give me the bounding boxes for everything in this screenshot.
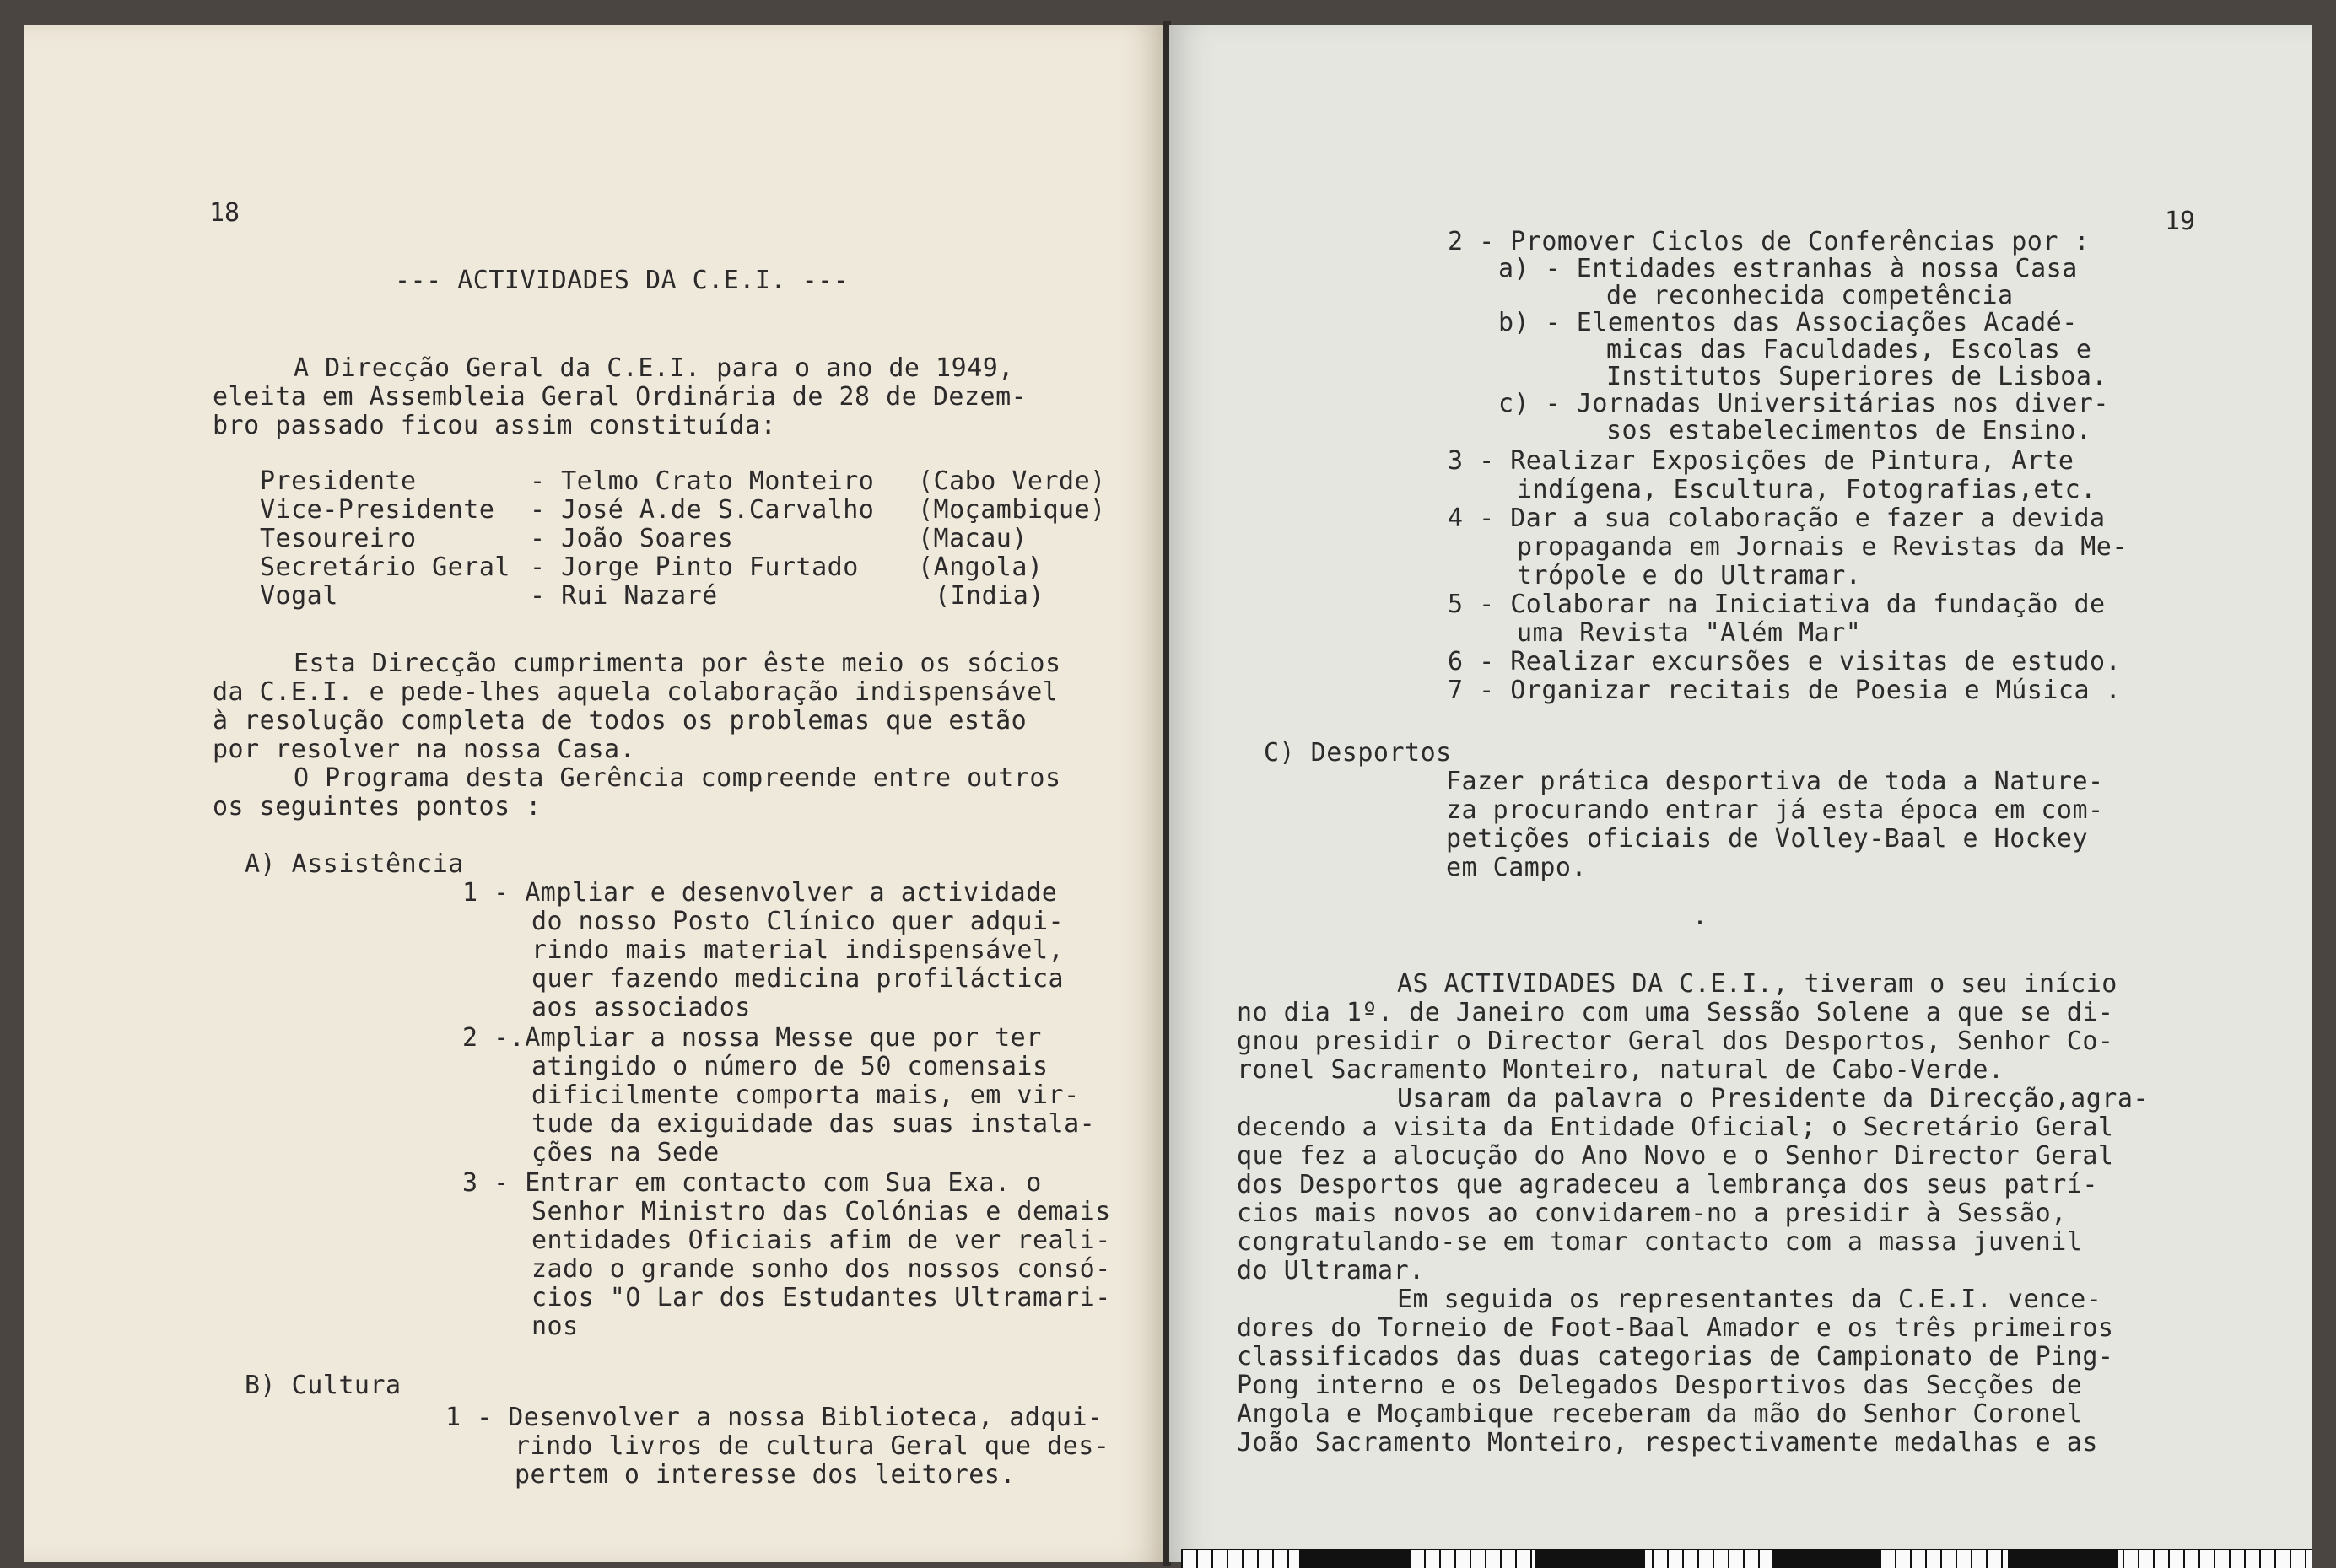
text-line: classificados das duas categorias de Campionato de Ping- — [1237, 1342, 2114, 1371]
board-name: - José A.de S.Carvalho — [530, 495, 875, 525]
text-line: petições oficiais de Volley-Baal e Hockey — [1446, 824, 2089, 854]
section-heading: A) Assistência — [245, 849, 464, 879]
text-line: Em seguida os representantes da C.E.I. vence- — [1397, 1285, 2102, 1314]
text-line: ronel Sacramento Monteiro, natural de Cabo-Verde. — [1237, 1055, 2004, 1085]
item-line: 7 - Organizar recitais de Poesia e Música . — [1448, 676, 2122, 705]
text-line: da C.E.I. e pede-lhes aquela colaboração indispensável — [213, 677, 1059, 707]
ruler-segment — [2008, 1550, 2118, 1568]
item-line: sos estabelecimentos de Ensino. — [1606, 416, 2092, 445]
text-line: por resolver na nossa Casa. — [213, 735, 636, 764]
page-title: --- ACTIVIDADES DA C.E.I. --- — [395, 266, 850, 295]
board-origin: (Macau) — [918, 524, 1028, 553]
text-line: Usaram da palavra o Presidente da Direcção,agra- — [1397, 1084, 2149, 1113]
text-line: A Direcção Geral da C.E.I. para o ano de 1949, — [294, 353, 1014, 383]
item-line: Institutos Superiores de Lisboa. — [1606, 362, 2107, 391]
item-line: uma Revista "Além Mar" — [1517, 618, 1862, 648]
text-line: em Campo. — [1446, 853, 1588, 882]
board-role: Vice-Presidente — [260, 495, 495, 525]
item-line: zado o grande sonho dos nossos consó- — [531, 1254, 1111, 1284]
text-line: do Ultramar. — [1237, 1256, 1425, 1285]
item-line: b) - Elementos das Associações Acadé- — [1498, 308, 2078, 337]
board-role: Presidente — [260, 466, 417, 496]
item-line: 4 - Dar a sua colaboração e fazer a devida — [1448, 504, 2106, 533]
scale-ruler — [1181, 1549, 2312, 1568]
ruler-segment — [1535, 1550, 1645, 1568]
text-line: dores do Torneio de Foot-Baal Amador e os três primeiros — [1237, 1313, 2114, 1343]
item-line: 2 - Promover Ciclos de Conferências por : — [1448, 227, 2091, 256]
item-line: a) - Entidades estranhas à nossa Casa — [1498, 254, 2078, 283]
text-line: Fazer prática desportiva de toda a Nature- — [1446, 767, 2104, 796]
item-line: aos associados — [531, 993, 751, 1022]
board-origin: (Cabo Verde) — [918, 466, 1106, 496]
item-line: cios "O Lar dos Estudantes Ultramari- — [531, 1283, 1111, 1312]
item-line: 3 - Realizar Exposições de Pintura, Arte — [1448, 446, 2074, 476]
item-line: c) - Jornadas Universitárias nos diver- — [1498, 389, 2109, 418]
board-name: - Jorge Pinto Furtado — [530, 552, 859, 582]
board-origin: (Moçambique) — [918, 495, 1106, 525]
item-line: 6 - Realizar excursões e visitas de estudo. — [1448, 647, 2122, 676]
item-line: tude da exiguidade das suas instala- — [531, 1109, 1096, 1139]
board-role: Vogal — [260, 581, 338, 611]
item-line: 2 -.Ampliar a nossa Messe que por ter — [462, 1023, 1042, 1053]
item-line: indígena, Escultura, Fotografias,etc. — [1517, 475, 2096, 504]
item-line: ções na Sede — [531, 1138, 720, 1167]
item-line: Senhor Ministro das Colónias e demais — [531, 1197, 1111, 1226]
text-line: Esta Direcção cumprimenta por êste meio os sócios — [294, 649, 1061, 678]
text-line: no dia 1º. de Janeiro com uma Sessão Solene a que se di- — [1237, 998, 2114, 1027]
separator: . — [1692, 902, 1708, 931]
item-line: 1 - Ampliar e desenvolver a actividade — [462, 878, 1058, 908]
text-line: decendo a visita da Entidade Oficial; o Secretário Geral — [1237, 1113, 2114, 1142]
text-line: João Sacramento Monteiro, respectivamente medalhas e as — [1237, 1428, 2098, 1458]
left-page — [24, 25, 1164, 1562]
text-line: os seguintes pontos : — [213, 792, 542, 822]
board-origin: (Angola) — [918, 552, 1044, 582]
item-line: do nosso Posto Clínico quer adqui- — [531, 907, 1065, 936]
board-role: Secretário Geral — [260, 552, 510, 582]
text-line: congratulando-se em tomar contacto com a massa juvenil — [1237, 1227, 2083, 1257]
section-heading: B) Cultura — [245, 1371, 402, 1400]
item-line: entidades Oficiais afim de ver reali- — [531, 1226, 1111, 1255]
text-line: O Programa desta Gerência compreende entre outros — [294, 763, 1061, 793]
item-line: nos — [531, 1312, 579, 1341]
page-number: 18 — [209, 198, 240, 228]
text-line: que fez a alocução do Ano Novo e o Senhor Director Geral — [1237, 1141, 2114, 1171]
text-line: cios mais novos ao convidarem-no a presidir à Sessão, — [1237, 1199, 2067, 1228]
board-name: - Telmo Crato Monteiro — [530, 466, 875, 496]
board-name: - João Soares — [530, 524, 734, 553]
board-role: Tesoureiro — [260, 524, 417, 553]
text-line: dos Desportos que agradeceu a lembrança dos seus patrí- — [1237, 1170, 2098, 1199]
text-line: Pong interno e os Delegados Desportivos das Secções de — [1237, 1371, 2083, 1400]
text-line: gnou presidir o Director Geral dos Desportos, Senhor Co- — [1237, 1026, 2114, 1056]
board-name: - Rui Nazaré — [530, 581, 718, 611]
item-line: rindo livros de cultura Geral que des- — [515, 1431, 1110, 1461]
item-line: pertem o interesse dos leitores. — [515, 1460, 1016, 1490]
text-line: za procurando entrar já esta época em com- — [1446, 795, 2104, 825]
item-line: 1 - Desenvolver a nossa Biblioteca, adqui- — [445, 1403, 1103, 1432]
item-line: 5 - Colaborar na Iniciativa da fundação de — [1448, 590, 2106, 619]
ruler-segment — [1772, 1550, 1881, 1568]
right-page — [1169, 25, 2312, 1562]
text-line: Angola e Moçambique receberam da mão do Senhor Coronel — [1237, 1399, 2083, 1429]
item-line: propaganda em Jornais e Revistas da Me- — [1517, 532, 2128, 562]
item-line: trópole e do Ultramar. — [1517, 561, 1862, 590]
item-line: dificilmente comporta mais, em vir- — [531, 1080, 1080, 1110]
item-line: quer fazendo medicina profiláctica — [531, 964, 1065, 994]
text-line: eleita em Assembleia Geral Ordinária de 28 de Dezem- — [213, 382, 1028, 412]
section-heading: C) Desportos — [1264, 738, 1452, 768]
item-line: 3 - Entrar em contacto com Sua Exa. o — [462, 1168, 1042, 1198]
item-line: atingido o número de 50 comensais — [531, 1052, 1049, 1081]
text-line: à resolução completa de todos os problemas que estão — [213, 706, 1028, 736]
item-line: de reconhecida competência — [1606, 281, 2014, 310]
text-line: bro passado ficou assim constituída: — [213, 411, 777, 440]
text-line: AS ACTIVIDADES DA C.E.I., tiveram o seu início — [1397, 969, 2118, 999]
board-origin: (India) — [935, 581, 1044, 611]
item-line: micas das Faculdades, Escolas e — [1606, 335, 2092, 364]
page-number: 19 — [2165, 207, 2196, 236]
ruler-segment — [1299, 1550, 1409, 1568]
item-line: rindo mais material indispensável, — [531, 935, 1065, 965]
